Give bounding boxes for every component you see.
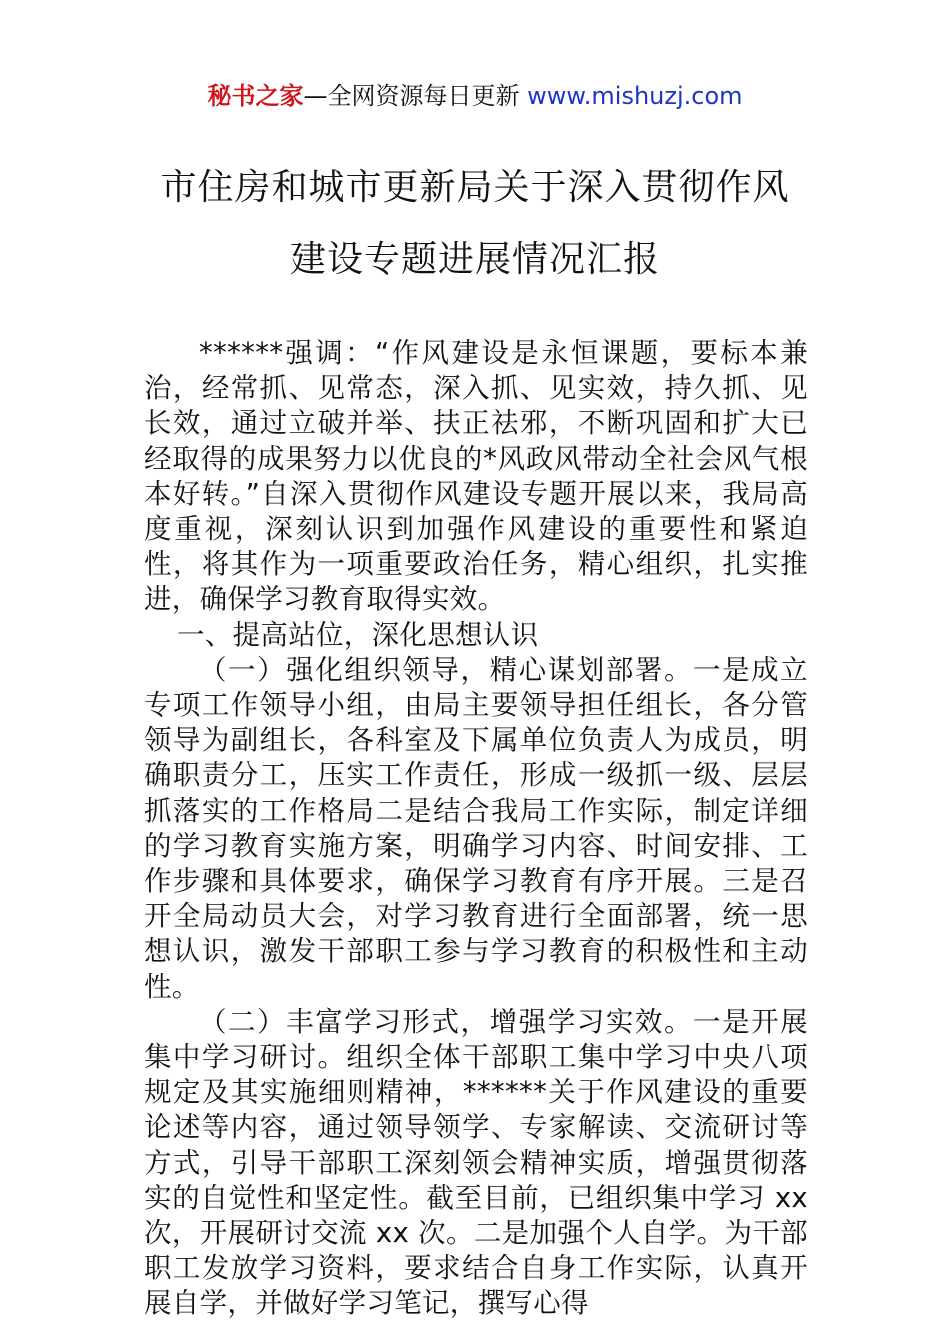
title-line-2: 建设专题进展情况汇报 (289, 239, 660, 280)
title-line-1: 市住房和城市更新局关于深入贯彻作风 (160, 167, 790, 208)
document-title (120, 152, 830, 296)
intro-paragraph: ******强调：“作风建设是永恒课题，要标本兼治，经常抓、见常态，深入抓、见实效，持久抓、见长效，通过立破并举、扶正祛邪，不断巩固和扩大已经取得的成果努力以优良的*风政风带动全社会风气根本好转。”自深入贯彻作风建设专题开展以来，我局高度重视，深刻认识到加强作风建设的重要性和紧迫性，将其作为一项重要政治任务，精心组织，扎实推进，确保学习教育取得实效。 (144, 337, 808, 616)
section-heading-1: 一、提高站位，深化思想认识 (177, 618, 539, 651)
site-url-link[interactable]: www.mishuzj.com (527, 82, 743, 110)
brand-name: 秘书之家 (207, 82, 304, 110)
document-body (144, 336, 808, 1322)
header-tagline: —全网资源每日更新 (303, 82, 528, 110)
site-header (0, 80, 950, 112)
paragraph-organization: （一）强化组织领导，精心谋划部署。一是成立专项工作领导小组，由局主要领导担任组长，各分管领导为副组长，各科室及下属单位负责人为成员，明确职责分工，压实工作责任，形成一级抓一级、层层抓落实的工作格局二是结合我局工作实际，制定详细的学习教育实施方案，明确学习内容、时间安排、工作步骤和具体要求，确保学习教育有序开展。三是召开全局动员大会，对学习教育进行全面部署，统一思想认识，激发干部职工参与学习教育的积极性和主动性。 (144, 653, 808, 1003)
paragraph-learning: （二）丰富学习形式，增强学习实效。一是开展集中学习研讨。组织全体干部职工集中学习中央八项规定及其实施细则精神，******关于作风建设的重要论述等内容，通过领导领学、专家解读、交流研讨等方式，引导干部职工深刻领会精神实质，增强贯彻落实的自觉性和坚定性。截至目前，已组织集中学习 xx 次，开展研讨交流 xx 次。二是加强个人自学。为干部职工发放学习资料，要求结合自身工作实际，认真开展自学，并做好学习笔记，撰写心得 (144, 1005, 808, 1320)
